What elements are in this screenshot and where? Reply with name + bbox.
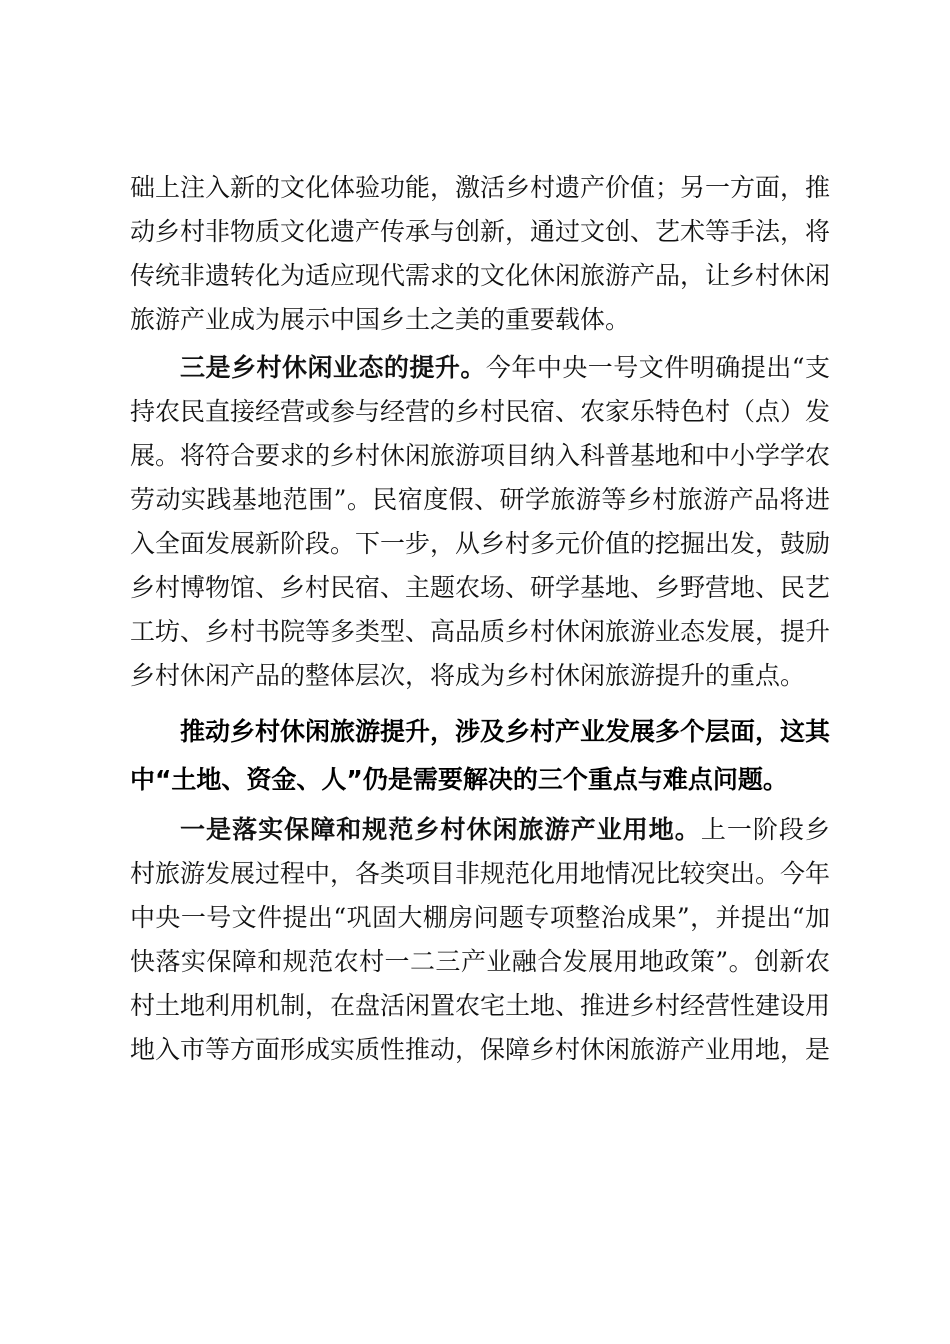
document-body (130, 166, 830, 1076)
paragraph-continuation (130, 166, 830, 342)
paragraph-lead: 一是落实保障和规范乡村休闲旅游产业用地。 (180, 815, 701, 844)
section-heading: 推动乡村休闲旅游提升，涉及乡村产业发展多个层面，这其中“土地、资金、人”仍是需要解决的三个重点与难点问题。 (130, 717, 831, 794)
paragraph-text: 础上注入新的文化体验功能，激活乡村遗产价值；另一方面，推动乡村非物质文化遗产传承与创新，通过文创、艺术等手法，将传统非遗转化为适应现代需求的文化休闲旅游产品，让乡村休闲旅游产业成为展示中国乡土之美的重要载体。 (130, 173, 831, 334)
paragraph-text: 上一阶段乡村旅游发展过程中，各类项目非规范化用地情况比较突出。今年中央一号文件提出“巩固大棚房问题专项整治成果”，并提出“加快落实保障和规范农村一二三产业融合发展用地政策”。创新农村土地利用机制，在盘活闲置农宅土地、推进乡村经营性建设用地入市等方面形成实质性推动，保障乡村休闲旅游产业用地，是 (130, 815, 831, 1064)
paragraph-lead: 三是乡村休闲业态的提升。 (180, 353, 486, 382)
paragraph-text: 今年中央一号文件明确提出“支持农民直接经营或参与经营的乡村民宿、农家乐特色村（点）发展。将符合要求的乡村休闲旅游项目纳入科普基地和中小学学农劳动实践基地范围”。民宿度假、研学旅游等乡村旅游产品将进入全面发展新阶段。下一步，从乡村多元价值的挖掘出发，鼓励乡村博物馆、乡村民宿、主题农场、研学基地、乡野营地、民艺工坊、乡村书院等多类型、高品质乡村休闲旅游业态发展，提升乡村休闲产品的整体层次，将成为乡村休闲旅游提升的重点。 (130, 353, 831, 690)
paragraph-rural-leisure-formats (130, 346, 830, 698)
paragraph-land-use (130, 808, 830, 1072)
